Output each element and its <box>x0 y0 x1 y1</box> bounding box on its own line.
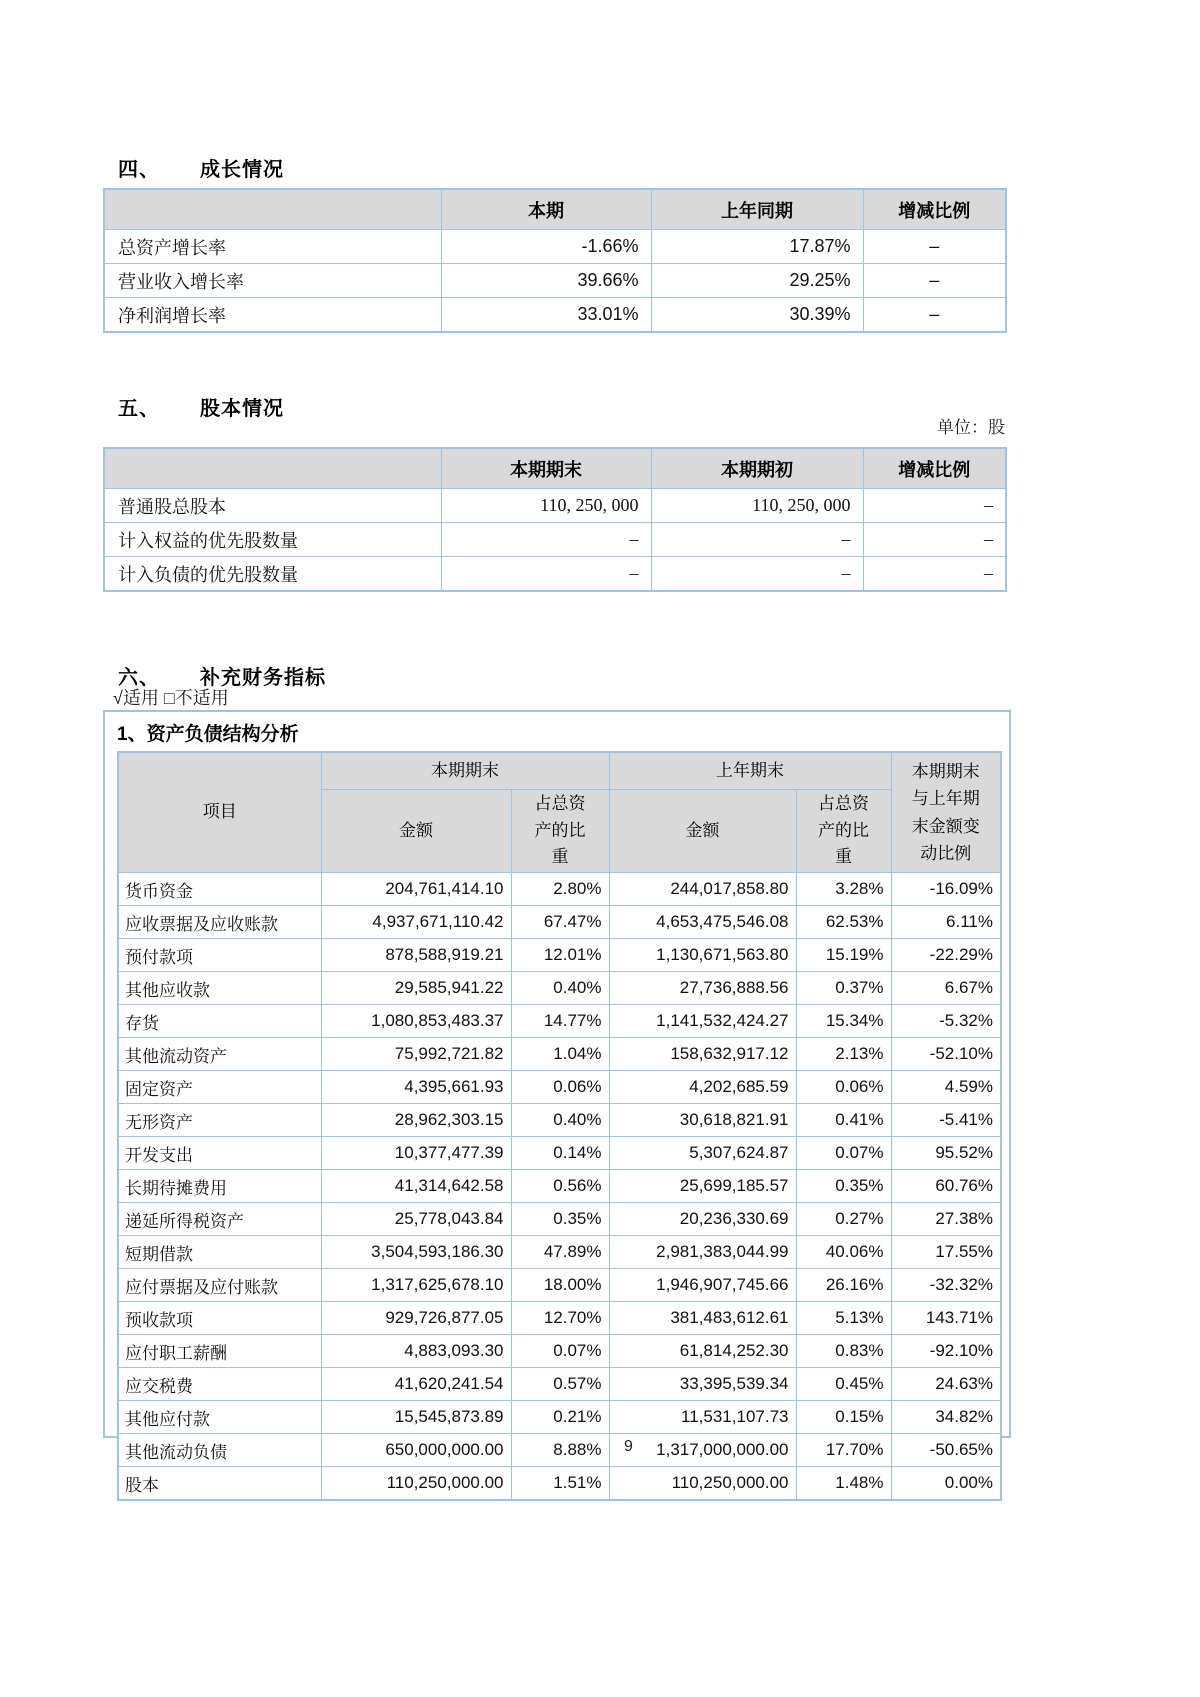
growth-change-value: – <box>863 230 1006 264</box>
growth-table <box>103 188 1007 333</box>
growth-table-row <box>104 298 1006 333</box>
balance-row-label: 预付款项 <box>118 939 321 972</box>
growth-current-value: -1.66% <box>441 230 651 264</box>
balance-pct-current: 18.00% <box>511 1269 609 1302</box>
balance-amount-current: 3,504,593,186.30 <box>321 1236 511 1269</box>
balance-change-value: 27.38% <box>891 1203 1001 1236</box>
equity-table-row <box>104 489 1006 523</box>
balance-change-value: 95.52% <box>891 1137 1001 1170</box>
growth-prior-value: 29.25% <box>651 264 863 298</box>
equity-table-row <box>104 523 1006 557</box>
balance-row-label: 其他应付款 <box>118 1401 321 1434</box>
equity-table-header-row <box>104 448 1006 489</box>
balance-change-value: 17.55% <box>891 1236 1001 1269</box>
balance-header-group-row <box>118 752 1001 790</box>
balance-row-label: 其他流动资产 <box>118 1038 321 1071</box>
balance-row-label: 开发支出 <box>118 1137 321 1170</box>
equity-change-value: – <box>863 557 1006 592</box>
equity-end-value: 110, 250, 000 <box>441 489 651 523</box>
balance-header-amount-current: 金额 <box>321 790 511 873</box>
balance-table-row <box>118 1401 1001 1434</box>
balance-change-value: -92.10% <box>891 1335 1001 1368</box>
balance-change-value: -52.10% <box>891 1038 1001 1071</box>
balance-amount-prior: 30,618,821.91 <box>609 1104 796 1137</box>
growth-table-row <box>104 230 1006 264</box>
balance-amount-prior: 27,736,888.56 <box>609 972 796 1005</box>
balance-pct-prior: 0.83% <box>796 1335 891 1368</box>
applicability-note: √适用 □不适用 <box>113 688 229 708</box>
balance-change-value: 60.76% <box>891 1170 1001 1203</box>
balance-pct-prior: 15.19% <box>796 939 891 972</box>
balance-table-row <box>118 1335 1001 1368</box>
balance-pct-current: 1.51% <box>511 1467 609 1501</box>
balance-amount-current: 4,883,093.30 <box>321 1335 511 1368</box>
equity-begin-value: – <box>651 523 863 557</box>
balance-change-value: 34.82% <box>891 1401 1001 1434</box>
balance-amount-current: 878,588,919.21 <box>321 939 511 972</box>
section-supplement-text: 补充财务指标 <box>200 666 326 689</box>
unit-note: 单位：股 <box>937 418 1005 437</box>
balance-pct-prior: 0.41% <box>796 1104 891 1137</box>
balance-header-pct-current: 占总资产的比重 <box>511 790 609 873</box>
balance-pct-prior: 15.34% <box>796 1005 891 1038</box>
equity-header-change: 增减比例 <box>863 448 1006 489</box>
balance-change-value: -16.09% <box>891 873 1001 906</box>
balance-pct-current: 0.35% <box>511 1203 609 1236</box>
balance-row-label: 长期待摊费用 <box>118 1170 321 1203</box>
balance-table-row <box>118 939 1001 972</box>
balance-pct-prior: 26.16% <box>796 1269 891 1302</box>
equity-header-end: 本期期末 <box>441 448 651 489</box>
equity-row-label: 普通股总股本 <box>104 489 441 523</box>
balance-header-item: 项目 <box>118 752 321 873</box>
balance-pct-current: 8.88% <box>511 1434 609 1467</box>
balance-change-value: 6.11% <box>891 906 1001 939</box>
balance-change-value: 143.71% <box>891 1302 1001 1335</box>
growth-change-value: – <box>863 264 1006 298</box>
growth-header-current: 本期 <box>441 189 651 230</box>
balance-pct-prior: 40.06% <box>796 1236 891 1269</box>
balance-amount-prior: 2,981,383,044.99 <box>609 1236 796 1269</box>
equity-change-value: – <box>863 489 1006 523</box>
growth-row-label: 营业收入增长率 <box>104 264 441 298</box>
balance-table-row <box>118 906 1001 939</box>
balance-table-row <box>118 873 1001 906</box>
balance-pct-prior: 2.13% <box>796 1038 891 1071</box>
balance-row-label: 应付职工薪酬 <box>118 1335 321 1368</box>
balance-row-label: 其他流动负债 <box>118 1434 321 1467</box>
balance-amount-prior: 1,141,532,424.27 <box>609 1005 796 1038</box>
section-growth-text: 成长情况 <box>200 158 284 181</box>
balance-table-row <box>118 1071 1001 1104</box>
balance-table-row <box>118 972 1001 1005</box>
balance-amount-current: 41,620,241.54 <box>321 1368 511 1401</box>
equity-end-value: – <box>441 523 651 557</box>
equity-end-value: – <box>441 557 651 592</box>
growth-prior-value: 30.39% <box>651 298 863 333</box>
balance-change-value: -5.32% <box>891 1005 1001 1038</box>
equity-row-label: 计入负债的优先股数量 <box>104 557 441 592</box>
balance-subtitle: 1、资产负债结构分析 <box>117 724 299 745</box>
balance-pct-prior: 0.07% <box>796 1137 891 1170</box>
balance-amount-prior: 5,307,624.87 <box>609 1137 796 1170</box>
balance-row-label: 预收款项 <box>118 1302 321 1335</box>
balance-row-label: 货币资金 <box>118 873 321 906</box>
balance-pct-prior: 62.53% <box>796 906 891 939</box>
balance-header-amount-prior: 金额 <box>609 790 796 873</box>
balance-amount-prior: 1,946,907,745.66 <box>609 1269 796 1302</box>
balance-pct-current: 67.47% <box>511 906 609 939</box>
balance-amount-prior: 110,250,000.00 <box>609 1467 796 1501</box>
balance-amount-prior: 1,130,671,563.80 <box>609 939 796 972</box>
balance-amount-current: 1,317,625,678.10 <box>321 1269 511 1302</box>
balance-amount-prior: 11,531,107.73 <box>609 1401 796 1434</box>
balance-table-row <box>118 1236 1001 1269</box>
balance-amount-prior: 4,202,685.59 <box>609 1071 796 1104</box>
balance-amount-current: 929,726,877.05 <box>321 1302 511 1335</box>
balance-amount-current: 110,250,000.00 <box>321 1467 511 1501</box>
balance-amount-current: 15,545,873.89 <box>321 1401 511 1434</box>
balance-amount-current: 650,000,000.00 <box>321 1434 511 1467</box>
balance-row-label: 股本 <box>118 1467 321 1501</box>
balance-change-value: 0.00% <box>891 1467 1001 1501</box>
balance-row-label: 短期借款 <box>118 1236 321 1269</box>
balance-pct-prior: 0.37% <box>796 972 891 1005</box>
balance-row-label: 应付票据及应付账款 <box>118 1269 321 1302</box>
balance-row-label: 无形资产 <box>118 1104 321 1137</box>
balance-amount-current: 75,992,721.82 <box>321 1038 511 1071</box>
balance-table-row <box>118 1137 1001 1170</box>
equity-table-row <box>104 557 1006 592</box>
balance-pct-current: 12.01% <box>511 939 609 972</box>
balance-header-current-group: 本期期末 <box>321 752 609 790</box>
equity-header-begin: 本期期初 <box>651 448 863 489</box>
balance-pct-prior: 3.28% <box>796 873 891 906</box>
balance-pct-prior: 5.13% <box>796 1302 891 1335</box>
section-growth-title <box>118 153 284 182</box>
balance-pct-current: 0.06% <box>511 1071 609 1104</box>
balance-pct-prior: 0.15% <box>796 1401 891 1434</box>
balance-pct-current: 0.40% <box>511 1104 609 1137</box>
growth-current-value: 39.66% <box>441 264 651 298</box>
balance-change-value: 24.63% <box>891 1368 1001 1401</box>
balance-change-value: 6.67% <box>891 972 1001 1005</box>
balance-pct-current: 0.40% <box>511 972 609 1005</box>
balance-pct-current: 2.80% <box>511 873 609 906</box>
balance-table-row <box>118 1203 1001 1236</box>
balance-pct-prior: 0.06% <box>796 1071 891 1104</box>
balance-table-row <box>118 1005 1001 1038</box>
balance-amount-current: 4,395,661.93 <box>321 1071 511 1104</box>
balance-pct-prior: 17.70% <box>796 1434 891 1467</box>
balance-table <box>117 751 1002 1501</box>
balance-pct-current: 0.56% <box>511 1170 609 1203</box>
equity-row-label: 计入权益的优先股数量 <box>104 523 441 557</box>
balance-row-label: 固定资产 <box>118 1071 321 1104</box>
growth-table-row <box>104 264 1006 298</box>
balance-change-value: -22.29% <box>891 939 1001 972</box>
balance-row-label: 应交税费 <box>118 1368 321 1401</box>
balance-pct-current: 1.04% <box>511 1038 609 1071</box>
equity-header-empty <box>104 448 441 489</box>
balance-amount-prior: 20,236,330.69 <box>609 1203 796 1236</box>
balance-amount-prior: 25,699,185.57 <box>609 1170 796 1203</box>
balance-change-value: -32.32% <box>891 1269 1001 1302</box>
balance-amount-prior: 61,814,252.30 <box>609 1335 796 1368</box>
balance-pct-current: 0.57% <box>511 1368 609 1401</box>
balance-amount-current: 1,080,853,483.37 <box>321 1005 511 1038</box>
balance-pct-current: 0.21% <box>511 1401 609 1434</box>
balance-pct-prior: 1.48% <box>796 1467 891 1501</box>
equity-change-value: – <box>863 523 1006 557</box>
balance-header-change: 本期期末与上年期末金额变动比例 <box>891 752 1001 873</box>
balance-pct-current: 12.70% <box>511 1302 609 1335</box>
balance-amount-current: 41,314,642.58 <box>321 1170 511 1203</box>
growth-table-header-row <box>104 189 1006 230</box>
balance-amount-current: 29,585,941.22 <box>321 972 511 1005</box>
balance-pct-prior: 0.27% <box>796 1203 891 1236</box>
balance-row-label: 应收票据及应收账款 <box>118 906 321 939</box>
balance-amount-prior: 1,317,000,000.00 <box>609 1434 796 1467</box>
equity-table <box>103 447 1007 592</box>
balance-pct-current: 0.14% <box>511 1137 609 1170</box>
balance-row-label: 递延所得税资产 <box>118 1203 321 1236</box>
balance-table-row <box>118 1368 1001 1401</box>
balance-amount-current: 28,962,303.15 <box>321 1104 511 1137</box>
balance-amount-current: 25,778,043.84 <box>321 1203 511 1236</box>
balance-amount-prior: 4,653,475,546.08 <box>609 906 796 939</box>
equity-begin-value: – <box>651 557 863 592</box>
balance-amount-current: 204,761,414.10 <box>321 873 511 906</box>
section-growth-number: 四、 <box>118 158 160 181</box>
balance-amount-prior: 33,395,539.34 <box>609 1368 796 1401</box>
balance-row-label: 存货 <box>118 1005 321 1038</box>
section-equity-number: 五、 <box>118 397 160 420</box>
balance-pct-prior: 0.35% <box>796 1170 891 1203</box>
balance-table-row <box>118 1104 1001 1137</box>
balance-amount-prior: 381,483,612.61 <box>609 1302 796 1335</box>
balance-pct-current: 47.89% <box>511 1236 609 1269</box>
equity-begin-value: 110, 250, 000 <box>651 489 863 523</box>
balance-change-value: -50.65% <box>891 1434 1001 1467</box>
balance-table-row <box>118 1170 1001 1203</box>
balance-row-label: 其他应收款 <box>118 972 321 1005</box>
balance-table-row <box>118 1434 1001 1467</box>
balance-table-row <box>118 1269 1001 1302</box>
growth-header-change: 增减比例 <box>863 189 1006 230</box>
balance-pct-current: 0.07% <box>511 1335 609 1368</box>
section-supplement-number: 六、 <box>118 666 160 689</box>
section-equity-text: 股本情况 <box>200 397 284 420</box>
balance-pct-current: 14.77% <box>511 1005 609 1038</box>
growth-header-empty <box>104 189 441 230</box>
balance-table-row <box>118 1038 1001 1071</box>
page-number: 9 <box>624 1438 633 1455</box>
balance-amount-prior: 158,632,917.12 <box>609 1038 796 1071</box>
growth-change-value: – <box>863 298 1006 333</box>
balance-pct-prior: 0.45% <box>796 1368 891 1401</box>
balance-analysis-box <box>103 710 1011 1495</box>
growth-row-label: 总资产增长率 <box>104 230 441 264</box>
growth-row-label: 净利润增长率 <box>104 298 441 333</box>
balance-amount-current: 4,937,671,110.42 <box>321 906 511 939</box>
balance-change-value: 4.59% <box>891 1071 1001 1104</box>
growth-header-prior: 上年同期 <box>651 189 863 230</box>
balance-table-row <box>118 1467 1001 1501</box>
balance-table-row <box>118 1302 1001 1335</box>
balance-header-prior-group: 上年期末 <box>609 752 891 790</box>
balance-amount-prior: 244,017,858.80 <box>609 873 796 906</box>
growth-prior-value: 17.87% <box>651 230 863 264</box>
growth-current-value: 33.01% <box>441 298 651 333</box>
balance-change-value: -5.41% <box>891 1104 1001 1137</box>
balance-amount-current: 10,377,477.39 <box>321 1137 511 1170</box>
balance-header-pct-prior: 占总资产的比重 <box>796 790 891 873</box>
